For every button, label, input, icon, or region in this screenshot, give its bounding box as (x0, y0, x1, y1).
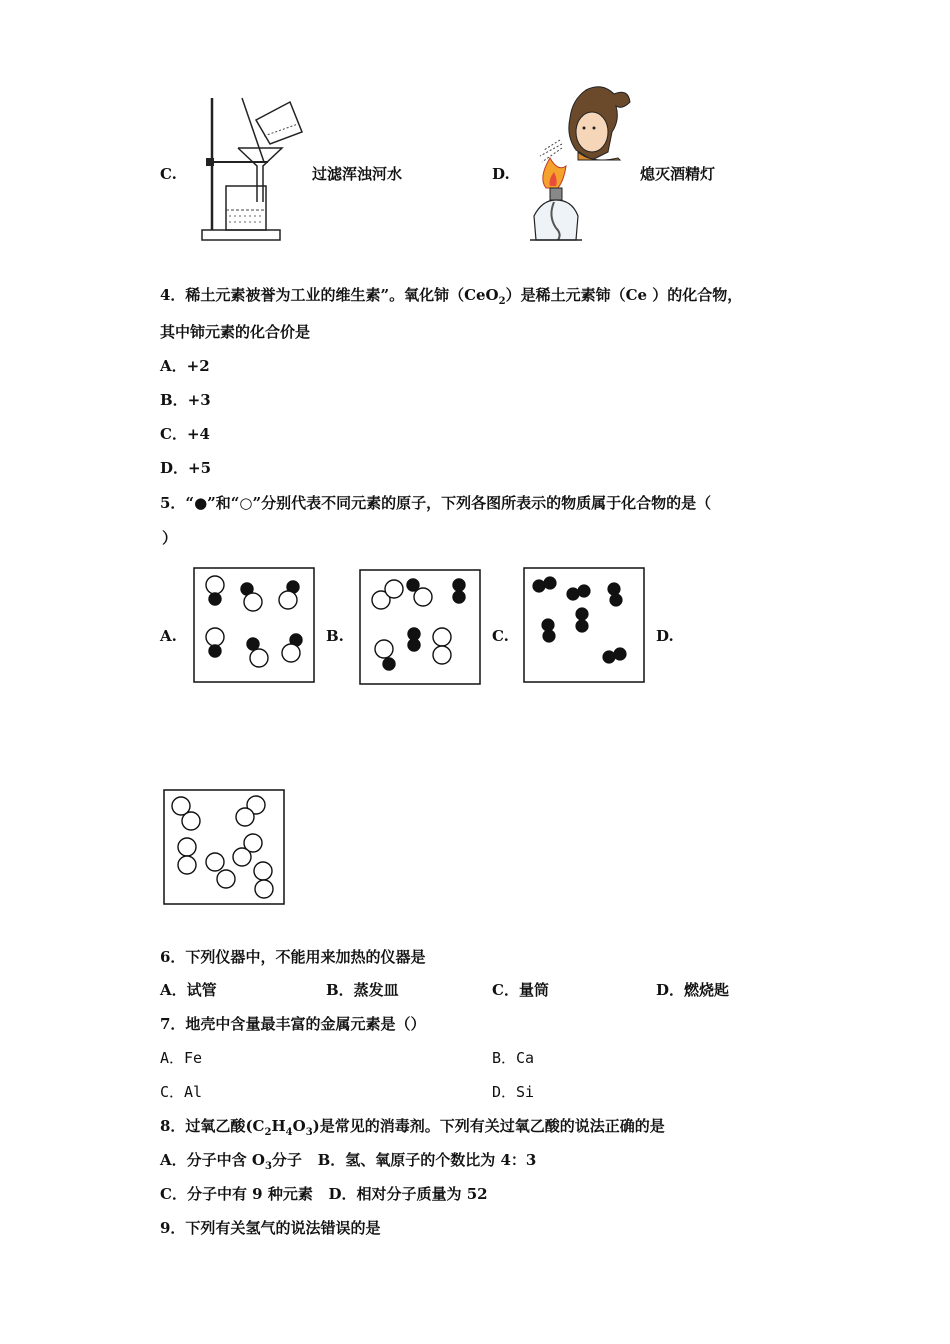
q8-option-b: B．氢、氧原子的个数比为 4：3 (317, 1151, 537, 1169)
q3-option-c-label: C. (160, 165, 177, 183)
q5-option-c-label: C. (492, 627, 509, 645)
q5-option-b-label: B. (326, 627, 344, 645)
q8-option-d: D．相对分子质量为 52 (328, 1185, 488, 1203)
q8-options-ab (160, 1150, 536, 1177)
q4-option-a: A．+2 (160, 357, 210, 375)
q9-stem: 9．下列有关氢气的说法错误的是 (160, 1219, 381, 1237)
q6-option-a: A．试管 (160, 981, 217, 999)
q6-option-c: C．量筒 (492, 981, 549, 999)
q5-stem-end: ） (162, 529, 178, 547)
q7-stem: 7．地壳中含量最丰富的金属元素是（） (160, 1015, 426, 1033)
q3-option-d-label: D. (492, 165, 510, 183)
q4-option-c: C．+4 (160, 425, 210, 443)
q4-option-b: B．+3 (160, 391, 211, 409)
q6-option-d: D．燃烧匙 (656, 981, 730, 999)
q7-option-c: C．Al (160, 1083, 203, 1101)
q3-option-c-text: 过滤浑浊河水 (312, 165, 403, 183)
q5-option-d-label: D. (656, 627, 674, 645)
q7-option-d: D．Si (492, 1083, 535, 1101)
q4-stem-line1: 4．稀土元素被誉为工业的维生素”。氧化铈（CeO$_2$）是稀土元素铈（Ce ）的化合物， (160, 286, 743, 307)
q8-option-a: A．分子中含 $O_3$分子 (160, 1151, 302, 1172)
q8-option-c: C．分子中有 9 种元素 (160, 1185, 313, 1203)
q5-diagram-a (193, 567, 315, 683)
q5-diagram-c (523, 567, 645, 683)
filtration-apparatus-illustration (198, 92, 308, 244)
q3-option-d-text: 熄灭酒精灯 (640, 165, 716, 183)
q5-stem: 5．“●”和“○”分别代表不同元素的原子，下列各图所表示的物质属于化合物的是（ (160, 494, 712, 512)
q4-stem-line2: 其中铈元素的化合价是 (160, 323, 311, 341)
blowing-out-alcohol-lamp-illustration (522, 80, 638, 246)
q6-option-b: B．蒸发皿 (326, 981, 399, 999)
q7-option-a: A．Fe (160, 1049, 203, 1067)
q5-diagram-d (163, 789, 285, 905)
q8-stem: 8．过氧乙酸$(C_2H_4O_3)$是常见的消毒剂。下列有关过氧乙酸的说法正确的是 (160, 1117, 665, 1138)
q6-stem: 6．下列仪器中，不能用来加热的仪器是 (160, 948, 426, 966)
q7-option-b: B．Ca (492, 1049, 535, 1067)
q5-diagram-b (359, 569, 481, 685)
q5-option-a-label: A. (160, 627, 177, 645)
q8-options-cd (160, 1184, 488, 1204)
q4-option-d: D．+5 (160, 459, 212, 477)
